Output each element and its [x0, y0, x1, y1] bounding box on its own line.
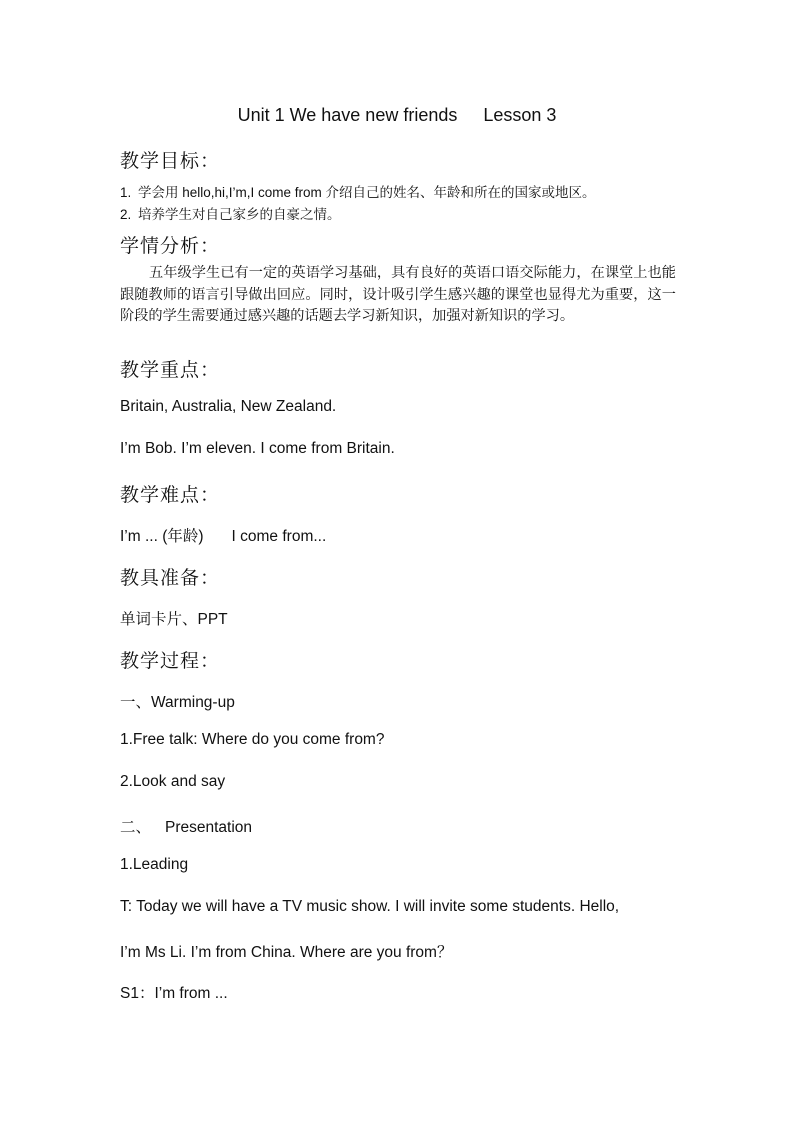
objective-number: 1.: [120, 185, 132, 200]
process-heading: 教学过程：: [120, 651, 221, 672]
difficulty-part-1: I’m ... (年龄): [120, 528, 204, 545]
objective-text: 学会用 hello,hi,I’m,I come from 介绍自己的姓名、年龄和所在的国家或地区。: [138, 185, 596, 200]
step-2-number: 二、: [120, 819, 152, 836]
analysis-paragraph: 五年级学生已有一定的英语学习基础，具有良好的英语口语交际能力，在课堂上也能跟随教师的语言引导做出回应。同时，设计吸引学生感兴趣的课堂也显得尤为重要，这一阶段的学生需要通过感兴趣的话题去学习新知识，加强对新知识的学习。: [120, 265, 676, 324]
process-step-2: [120, 815, 252, 837]
key-points-line-2: I’m Bob. I’m eleven. I come from Britain.: [120, 440, 395, 457]
key-points-heading: 教学重点：: [120, 360, 221, 381]
objective-number: 2.: [120, 207, 132, 222]
difficulties-heading: 教学难点：: [120, 485, 221, 506]
unit-title: Unit 1 We have new friends: [237, 105, 458, 125]
step-2-label: Presentation: [165, 819, 253, 836]
process-step-1: 一、Warming-up: [120, 694, 235, 711]
objective-item-1: [120, 181, 596, 201]
key-points-line-1: Britain, Australia, New Zealand.: [120, 398, 337, 415]
objectives-heading: 教学目标：: [120, 151, 221, 172]
difficulties-line: [120, 524, 326, 546]
process-step-1-b: 2.Look and say: [120, 773, 226, 790]
objective-item-2: [120, 203, 341, 223]
dialog-line-3: S1：I’m from ...: [120, 985, 228, 1002]
dialog-line-1: T: Today we will have a TV music show. I will invite some students. Hello,: [120, 898, 620, 915]
objective-text: 培养学生对自己家乡的自豪之情。: [138, 207, 341, 222]
document-title: [0, 105, 794, 126]
analysis-heading: 学情分析：: [120, 236, 221, 257]
process-step-1-a: 1.Free talk: Where do you come from?: [120, 731, 385, 748]
dialog-line-2: I’m Ms Li. I’m from China. Where are you from？: [120, 944, 453, 961]
materials-text: 单词卡片、PPT: [120, 611, 228, 628]
materials-heading: 教具准备：: [120, 568, 221, 589]
process-step-2-a: 1.Leading: [120, 856, 189, 873]
difficulty-part-2: I come from...: [231, 528, 327, 545]
lesson-title: Lesson 3: [483, 105, 557, 125]
